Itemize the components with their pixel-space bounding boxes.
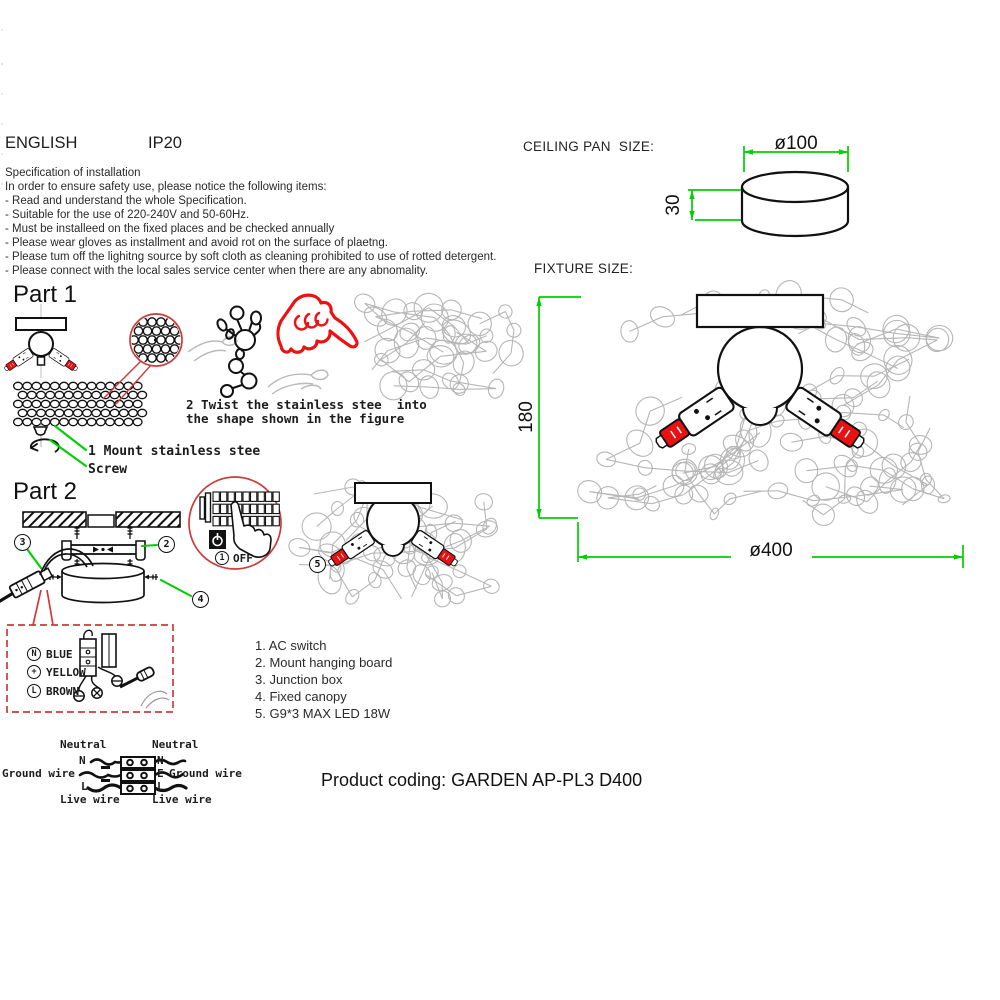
legend-item: 3. Junction box xyxy=(255,672,343,687)
part1-mini-fixture xyxy=(2,304,79,378)
language-label: ENGLISH xyxy=(5,134,78,152)
spec-item: - Please wear gloves as installment and avoid rot on the surface of plaetng. xyxy=(5,237,388,249)
left-neutral-label: Neutral xyxy=(60,738,107,751)
pan-height-dim: 30 xyxy=(663,194,684,216)
part1-step2-line1: 2 Twist the stainless stee into xyxy=(186,397,427,412)
callout-3: 3 xyxy=(14,534,31,551)
spec-intro: In order to ensure safety use, please notice the following items: xyxy=(5,181,327,193)
ceiling-pan-size-title: CEILING PAN SIZE: xyxy=(523,139,655,154)
fixture-diameter-dim: ø400 xyxy=(731,541,811,562)
neutral-symbol-icon: N xyxy=(27,647,41,661)
left-live-label: Live wire xyxy=(60,793,120,806)
fixture-size-drawing xyxy=(650,295,869,455)
legend-item: 4. Fixed canopy xyxy=(255,689,347,704)
pan-diameter-dim: ø100 xyxy=(774,133,818,154)
right-live-label: Live wire xyxy=(152,793,212,806)
part1-leader-lines xyxy=(50,426,86,466)
legend-item: 2. Mount hanging board xyxy=(255,655,393,670)
callout-5: 5 xyxy=(309,556,326,573)
part1-step2-line2: the shape shown in the figure xyxy=(186,411,405,426)
scan-artifacts xyxy=(1,29,3,185)
live-symbol-icon: L xyxy=(27,684,41,698)
right-neutral-label: Neutral xyxy=(152,738,199,751)
ip-rating-label: IP20 xyxy=(148,134,182,152)
ceiling-bar xyxy=(23,512,180,527)
left-n-label: N xyxy=(79,754,86,767)
part2-title: Part 2 xyxy=(13,478,78,505)
crystal-garland-cluster-part1 xyxy=(351,289,527,401)
twisted-wire-black xyxy=(216,307,261,398)
spec-item: - Must be installeed on the fixed places and be checked annually xyxy=(5,223,335,235)
screwdriver-icon xyxy=(118,666,155,691)
spec-item: - Read and understand the whole Specification. xyxy=(5,195,247,207)
pointing-hand-icon xyxy=(278,295,357,352)
right-e-label: E xyxy=(157,767,164,780)
legend-item: 5. G9*3 MAX LED 18W xyxy=(255,706,391,721)
wire-color-name: BLUE xyxy=(46,647,73,661)
junction-wiring-detail xyxy=(74,630,169,708)
wire-color-yellow xyxy=(27,665,86,679)
spec-item: - Please connect with the local sales service center when there are any abnomality. xyxy=(5,265,428,277)
spec-item: - Suitable for the use of 220-240V and 50-60Hz. xyxy=(5,209,250,221)
fixed-canopy-drawing xyxy=(62,564,144,603)
ceiling-pan-drawing xyxy=(742,172,848,236)
wire-color-blue xyxy=(27,647,73,661)
part1-title: Part 1 xyxy=(13,281,78,308)
callout-2: 2 xyxy=(158,536,175,553)
spec-item: - Please tum off the lighitng source by soft cloth as cleaning prohibited to use of rotted detergent. xyxy=(5,251,497,263)
hanging-board xyxy=(62,541,145,560)
part1-screw-label: Screw xyxy=(88,462,128,477)
callout-1: 1 xyxy=(215,551,229,565)
right-l-label: L xyxy=(157,780,164,793)
legend-item: 1. AC switch xyxy=(255,638,327,653)
earth-symbol-icon: + xyxy=(27,665,41,679)
magnifier-detail xyxy=(103,314,188,404)
product-coding: Product coding: GARDEN AP-PL3 D400 xyxy=(321,770,643,790)
right-ground-label: Ground wire xyxy=(169,767,242,780)
wire-color-name: YELLOW xyxy=(46,665,86,679)
part1-step1-label: 1 Mount stainless stee xyxy=(88,444,261,459)
fixture-height-dim: 180 xyxy=(516,401,537,433)
spec-title: Specification of installation xyxy=(5,167,141,179)
wire-color-brown xyxy=(27,684,79,698)
wire-color-name: BROWN xyxy=(46,684,80,698)
left-l-label: L xyxy=(81,780,88,793)
off-text: OFF xyxy=(233,551,253,565)
fixture-size-title: FIXTURE SIZE: xyxy=(534,261,634,276)
switch-off-label xyxy=(215,551,253,565)
stainless-mesh xyxy=(14,382,147,425)
callout-4: 4 xyxy=(192,591,209,608)
right-n-label: N xyxy=(157,754,164,767)
left-ground-label: Ground wire xyxy=(2,767,75,780)
